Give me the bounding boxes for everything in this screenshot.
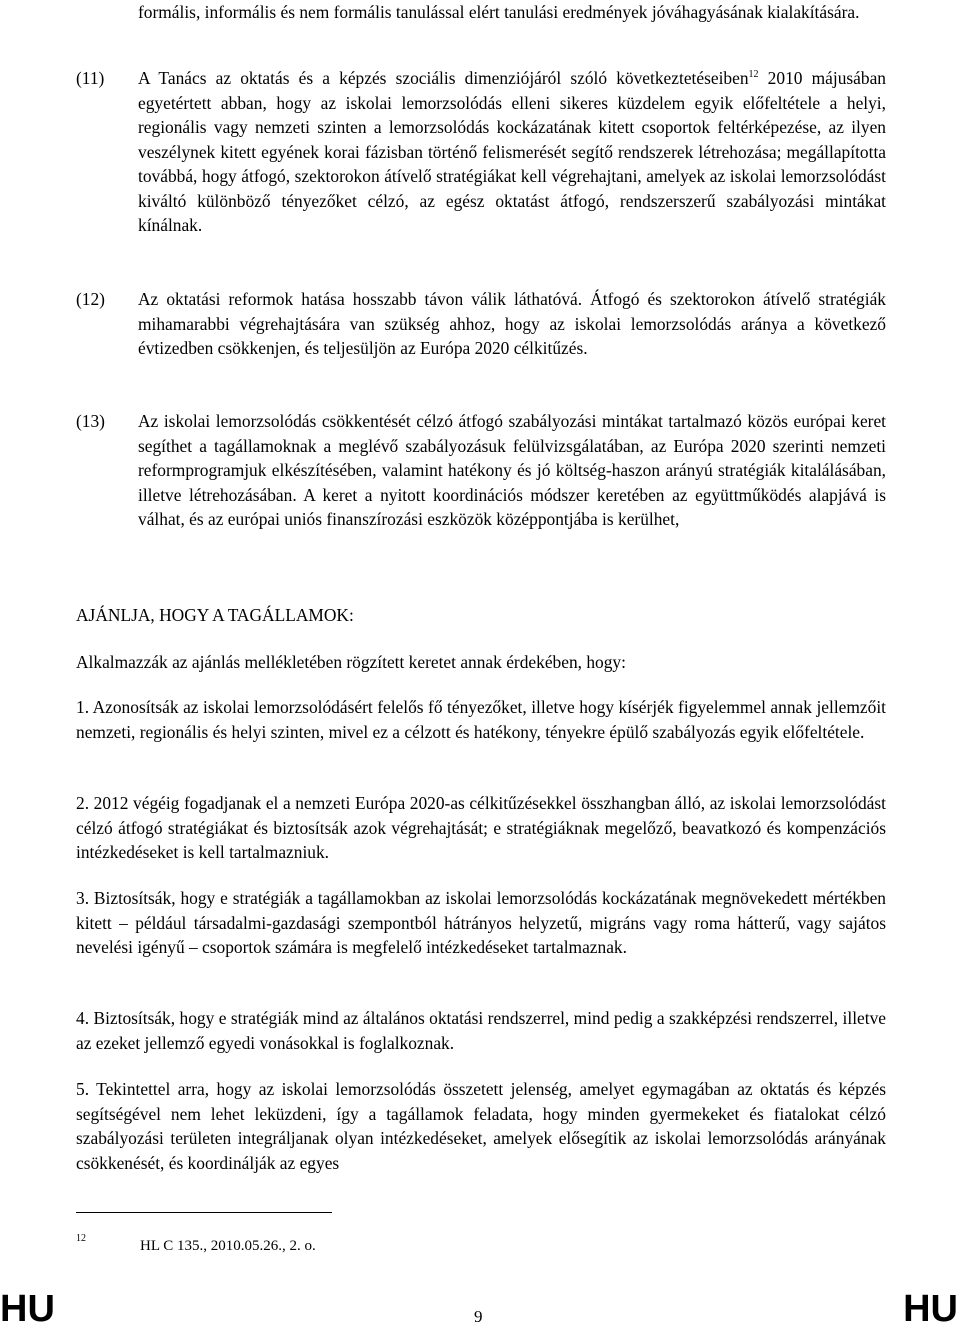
list-item: 3. Biztosítsák, hogy e stratégiák a tagállamokban az iskolai lemorzsolódás kockázatának megnövekedett mértékben kitett – például társadalmi-gazdasági szempontból hátrányos helyzetű, migráns vagy roma hátterű, vagy sajátos nevelési igényű – csoportok számára is megfelelő intézkedéseket tartalmaznak.: [76, 888, 886, 957]
list-item: 5. Tekintettel arra, hogy az iskolai lemorzsolódás összetett jelenség, amelyet egymagában az oktatás és képzés segítségével nem lehet leküzdeni, így a tagállamok feladata, hogy minden gyermekeket és fiatalokat célzó szabályozási területen integráljanak olyan intézkedéseket, amelyek elősegítik az iskolai lemorzsolódás arányának csökkenését, és koordinálják az egyes: [76, 1079, 886, 1173]
recital-number: (12): [76, 289, 105, 309]
footnote-separator: [76, 1212, 332, 1213]
footnote-reference[interactable]: 12: [748, 69, 759, 81]
recital-13: [76, 409, 886, 532]
list-item: 2. 2012 végéig fogadjanak el a nemzeti Európa 2020-as célkitűzésekkel összhangban álló, az iskolai lemorzsolódást célzó átfogó stratégiákat és biztosítsák azok végrehajtását; e stratégiáknak megelőző, beavatkozó és kompenzációs intézkedéseket is kell tartalmazniuk.: [76, 793, 886, 862]
list-item: 4. Biztosítsák, hogy e stratégiák mind az általános oktatási rendszerrel, mind pedig a szakképzési rendszerrel, illetve az ezeket jellemző egyedi vonásokkal is foglalkoznak.: [76, 1008, 886, 1053]
recital-text: Az oktatási reformok hatása hosszabb távon válik láthatóvá. Átfogó és szektorokon átívelő stratégiák mihamarabbi végrehajtására van szükség ahhoz, hogy az iskolai lemorzsolódás aránya a következő évtizedben csökkenjen, és teljesüljön az Európa 2020 célkitűzés.: [138, 289, 886, 358]
list-item: 1. Azonosítsák az iskolai lemorzsolódásért felelős fő tényezőket, illetve hogy kísérjék figyelemmel annak jellemzőit nemzeti, regionális és helyi szinten, mivel ez a célzott és hatékony, tényekre épülő szabályozás egyik előfeltétele.: [76, 697, 886, 742]
section-heading: AJÁNLJA, HOGY A TAGÁLLAMOK:: [76, 605, 354, 625]
continuation-paragraph: formális, informális és nem formális tanulással elért tanulási eredmények jóváhagyásának kialakítására.: [138, 2, 860, 22]
page-number: 9: [474, 1307, 483, 1326]
recital-text: Az iskolai lemorzsolódás csökkentését célzó átfogó szabályozási mintákat tartalmazó közös európai keret segíthet a tagállamoknak a meglévő szabályozásuk felülvizsgálatában, az Európa 2020 szerinti nemzeti reformprogramjuk elkészítésében, valamint hatékony és jó költség-haszon arányú stratégiák kitalálásában, illetve létrehozásában. A keret a nyitott koordinációs módszer keretében az együttműködés alapjává is válhat, és az európai uniós finanszírozási eszközök középpontjába is kerülhet,: [138, 411, 886, 529]
recital-number: (13): [76, 411, 105, 431]
language-code-left: HU: [0, 1288, 55, 1330]
footnote-number: 12: [76, 1233, 86, 1244]
recital-number: (11): [76, 68, 105, 88]
recital-11: [76, 66, 886, 238]
language-code-right: HU: [903, 1288, 958, 1330]
footnote-text: HL C 135., 2010.05.26., 2. o.: [140, 1238, 316, 1254]
intro-paragraph: Alkalmazzák az ajánlás mellékletében rögzített keretet annak érdekében, hogy:: [76, 652, 626, 672]
recital-text: A Tanács az oktatás és a képzés szociális dimenziójáról szóló következtetéseiben$^{12}$ 2010 májusában egyetértett abban, hogy az iskolai lemorzsolódás elleni sikeres küzdelem egyik előfeltétele a helyi, regionális vagy nemzeti szinten a lemorzsolódás kockázatának kitett csoportok feltérképezése, az ilyen veszélynek kitett egyének korai fázisban történő felismerését segítő rendszerek létrehozása; megállapította továbbá, hogy átfogó, szektorokon átívelő stratégiákat kell végrehajtani, amelyek az iskolai lemorzsolódást kiváltó különböző tényezőket célzó, az egész oktatást átfogó, rendszerszerű szabályozási mintákat kínálnak.: [138, 68, 886, 235]
recital-12: [76, 287, 886, 361]
